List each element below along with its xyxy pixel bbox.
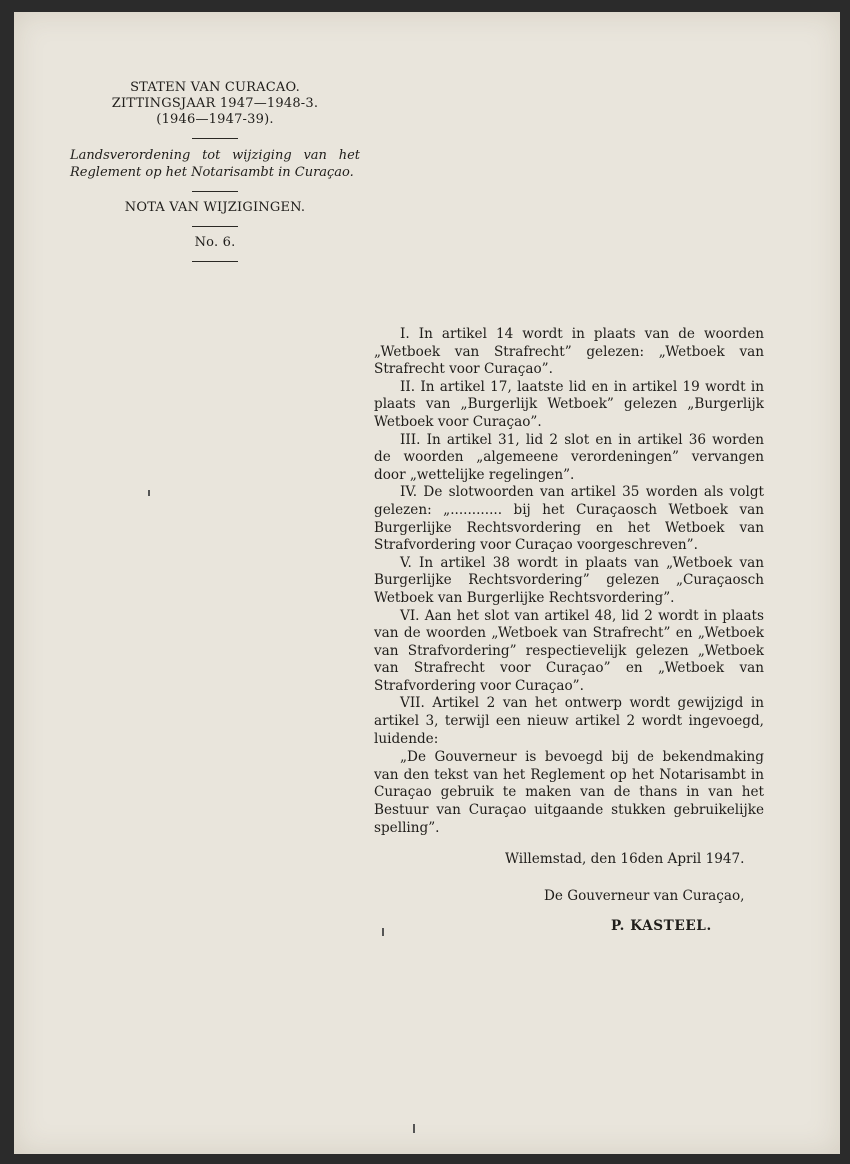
amendment-paragraph: IV. De slotwoorden van artikel 35 worden als volgt gelezen: „............ bij het Curaçaosch Wetboek van Burgerlijke Rechtsvordering en het Wetboek van Strafvordering voor Curaçao voorgeschreven”. bbox=[374, 484, 764, 554]
divider bbox=[192, 138, 238, 139]
amendments-body bbox=[374, 326, 764, 837]
paper-speck bbox=[148, 490, 150, 496]
signatory-title: De Gouverneur van Curaçao, bbox=[544, 888, 745, 904]
amendment-paragraph: V. In artikel 38 wordt in plaats van „Wetboek van Burgerlijke Rechtsvordering” gelezen „Curaçaosch Wetboek van Burgerlijke Rechtsvordering”. bbox=[374, 554, 764, 606]
quoted-article: „De Gouverneur is bevoegd bij de bekendmaking van den tekst van het Reglement op het Notarisambt in Curaçao gebruik te maken van de thans in van het Bestuur van Curaçao uitgaande stukken gebruikelijke spelling”. bbox=[374, 749, 764, 836]
header-line-2: ZITTINGSJAAR 1947—1948-3. bbox=[111, 96, 319, 111]
amendment-paragraph: I. In artikel 14 wordt in plaats van de woorden „Wetboek van Strafrecht” gelezen: „Wetboek van Strafrecht voor Curaçao”. bbox=[374, 326, 764, 378]
header-line-3: (1946—1947-39). bbox=[156, 112, 274, 127]
paper-speck bbox=[382, 928, 384, 936]
signature-name: P. KASTEEL. bbox=[611, 918, 712, 934]
divider bbox=[192, 261, 238, 262]
header-line-1: STATEN VAN CURACAO. bbox=[130, 80, 300, 95]
nota-number: No. 6. bbox=[194, 235, 236, 250]
divider bbox=[192, 191, 238, 192]
amendment-paragraph: VII. Artikel 2 van het ontwerp wordt gewijzigd in artikel 3, terwijl een nieuw artikel 2 wordt ingevoegd, luidende: bbox=[374, 695, 764, 747]
paper-speck bbox=[413, 1124, 415, 1133]
document-subject: Landsverordening tot wijziging van het Reglement op het Notarisambt in Curaçao. bbox=[70, 148, 360, 180]
place-date: Willemstad, den 16den April 1947. bbox=[505, 851, 745, 867]
amendment-paragraph: VI. Aan het slot van artikel 48, lid 2 wordt in plaats van de woorden „Wetboek van Strafrecht” en „Wetboek van Strafvordering” respectievelijk gelezen „Wetboek van Strafrecht voor Curaçao” en „Wetboek van Strafvordering voor Curaçao”. bbox=[374, 607, 764, 694]
divider bbox=[192, 226, 238, 227]
nota-heading: NOTA VAN WIJZIGINGEN. bbox=[124, 200, 306, 215]
amendment-paragraph: II. In artikel 17, laatste lid en in artikel 19 wordt in plaats van „Burgerlijk Wetboek” gelezen „Burgerlijk Wetboek voor Curaçao”. bbox=[374, 378, 764, 430]
document-header bbox=[70, 80, 360, 270]
amendment-paragraph: III. In artikel 31, lid 2 slot en in artikel 36 worden de woorden „algemeene verordeningen” vervangen door „wettelijke regelingen”. bbox=[374, 431, 764, 483]
